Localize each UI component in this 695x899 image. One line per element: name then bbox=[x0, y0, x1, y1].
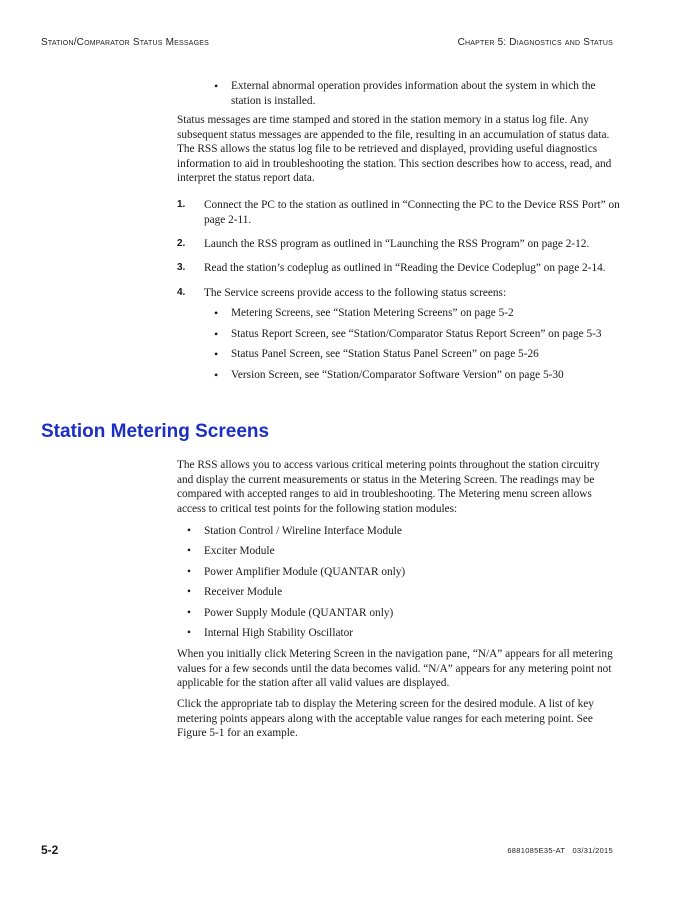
step-number: 2. bbox=[177, 238, 186, 249]
bullet-icon: • bbox=[187, 627, 191, 639]
step-text: Launch the RSS program as outlined in “Launching the RSS Program” on page 2-12. bbox=[204, 238, 590, 250]
bullet-icon: • bbox=[187, 545, 191, 557]
status-screen-text: Status Report Screen, see “Station/Comparator Status Report Screen” on page 5-3 bbox=[231, 328, 602, 340]
module-text: Station Control / Wireline Interface Module bbox=[204, 525, 402, 537]
intro-bullet-text: External abnormal operation provides information about the system in which the station is installed. bbox=[231, 80, 596, 107]
running-header-right: Chapter 5: Diagnostics and Status bbox=[457, 37, 613, 48]
bullet-icon: • bbox=[187, 566, 191, 578]
status-screen-text: Metering Screens, see “Station Metering Screens” on page 5-2 bbox=[231, 307, 514, 319]
step-number: 3. bbox=[177, 262, 186, 273]
module-text: Internal High Stability Oscillator bbox=[204, 627, 354, 639]
document-number: 6881085E35-AT bbox=[507, 846, 566, 855]
bullet-icon: • bbox=[214, 306, 219, 320]
document-id bbox=[507, 846, 613, 855]
module-text: Power Amplifier Module (QUANTAR only) bbox=[204, 566, 406, 578]
status-paragraph: Status messages are time stamped and stored in the station memory in a status log file. Any subsequent status messages are appended to the file, resulting in an accumulation of status data. The RSS allows the status log file to be retrieved and displayed, providing useful diagnostics information to aid in troubleshooting the station. This section describes how to access, read, and interpret the status report data. bbox=[177, 114, 612, 185]
module-text: Exciter Module bbox=[204, 545, 275, 557]
module-text: Power Supply Module (QUANTAR only) bbox=[204, 607, 394, 619]
bullet-icon: • bbox=[187, 607, 191, 619]
step-number: 4. bbox=[177, 287, 186, 298]
status-screen-text: Status Panel Screen, see “Station Status Panel Screen” on page 5-26 bbox=[231, 348, 539, 360]
running-header-left: Station/Comparator Status Messages bbox=[41, 37, 209, 48]
tab-paragraph: Click the appropriate tab to display the Metering screen for the desired module. A list of key metering points appears along with the acceptable value ranges for each metering point. See Figure 5-1 for an example. bbox=[177, 698, 594, 740]
step-text: Connect the PC to the station as outlined in “Connecting the PC to the Device RSS Port” on page 2-11. bbox=[204, 199, 620, 226]
bullet-icon: • bbox=[214, 327, 219, 341]
module-text: Receiver Module bbox=[204, 586, 283, 598]
status-screen-text: Version Screen, see “Station/Comparator Software Version” on page 5-30 bbox=[231, 369, 564, 381]
document-date: 03/31/2015 bbox=[572, 846, 613, 855]
bullet-icon: • bbox=[214, 368, 219, 382]
section-heading: Station Metering Screens bbox=[41, 421, 270, 442]
step-text: Read the station’s codeplug as outlined in “Reading the Device Codeplug” on page 2-14. bbox=[204, 262, 606, 274]
bullet-icon: • bbox=[187, 525, 191, 537]
bullet-icon: • bbox=[214, 347, 219, 361]
page-number: 5-2 bbox=[41, 843, 59, 857]
step-text: The Service screens provide access to the following status screens: bbox=[204, 287, 507, 299]
metering-paragraph: The RSS allows you to access various critical metering points throughout the station circuitry and display the current measurements or status in the Metering Screen. The readings may be compared with accepted ranges to aid in troubleshooting. The Metering menu screen allows access to critical test points for the following station modules: bbox=[177, 459, 600, 515]
bullet-icon: • bbox=[214, 79, 219, 93]
step-number: 1. bbox=[177, 199, 186, 210]
bullet-icon: • bbox=[187, 586, 191, 598]
na-paragraph: When you initially click Metering Screen in the navigation pane, “N/A” appears for all metering values for a few seconds until the data becomes valid. “N/A” appears for any metering point not applicable for the station after all valid values are displayed. bbox=[177, 648, 613, 690]
